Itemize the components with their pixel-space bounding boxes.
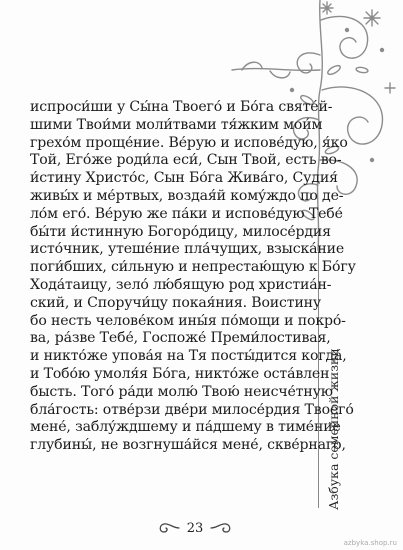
text-line: испроси́ши у Сы́на Твоего́ и Бо́га святе́й- xyxy=(30,99,333,115)
text-line: и никто́же упова́я на Тя посты́дится когда́, xyxy=(30,348,347,365)
text-line: Хода́таицу, зело́ лю́бящую род христиа́н- xyxy=(30,276,332,293)
page-number: 23 xyxy=(186,520,204,536)
text-line: Той, Его́же роди́ла еси́, Сын Твой, есть во- xyxy=(30,152,342,169)
text-line: исто́чник, утеше́ние пла́чущих, взыска́ние xyxy=(30,241,345,258)
folio-swirl-left-icon xyxy=(155,521,181,535)
folio-swirl-right-icon xyxy=(209,521,235,535)
text-line: бысть. Того́ ра́ди молю́ Твою́ неисче́тную xyxy=(30,383,333,400)
watermark: azbyka.shop.ru xyxy=(343,539,397,547)
text-line: живы́х и ме́ртвых, воздая́й кому́ждо по де- xyxy=(30,187,344,204)
text-line: и Тобо́ю умоля́я Бо́га, никто́же оста́влен xyxy=(30,365,330,382)
text-line: глубины́, не возгнуша́йся мене́, скве́рнаго, xyxy=(30,437,346,454)
text-line: поги́бших, си́льную и непрестаю́щую к Бо́гу xyxy=(30,259,356,276)
text-line: шими Твои́ми моли́твами тя́жким мои́м xyxy=(30,116,323,133)
page-number-folio xyxy=(130,518,260,538)
running-head-side-title: Азбука семейной жизни xyxy=(326,348,341,510)
text-line: бы́ти и́стинную Богоро́дицу, милосе́рдия xyxy=(30,223,331,240)
text-line: ский, и Споручи́цу покая́ния. Воистину xyxy=(30,294,322,311)
text-line: бла́гость: отве́рзи две́ри милосе́рдия Твоего́ xyxy=(30,401,354,418)
text-line: ва, ра́зве Тебе́, Госпоже́ Преми́лостивая, xyxy=(30,330,331,347)
text-line: бо несть челове́ком ины́я по́мощи и покро́- xyxy=(30,312,346,329)
text-line: мене́, заблу́ждшему и па́дшему в тиме́ние xyxy=(30,419,341,436)
text-line: ло́м его́. Ве́рую же па́ки и испове́дую Тебе́ xyxy=(30,205,343,222)
text-line: и́стину Христо́с, Сын Бо́га Жива́го, Судия́ xyxy=(30,170,338,187)
text-line: грехо́м проще́ние. Ве́рую и испове́дую, я́ко xyxy=(30,134,348,151)
